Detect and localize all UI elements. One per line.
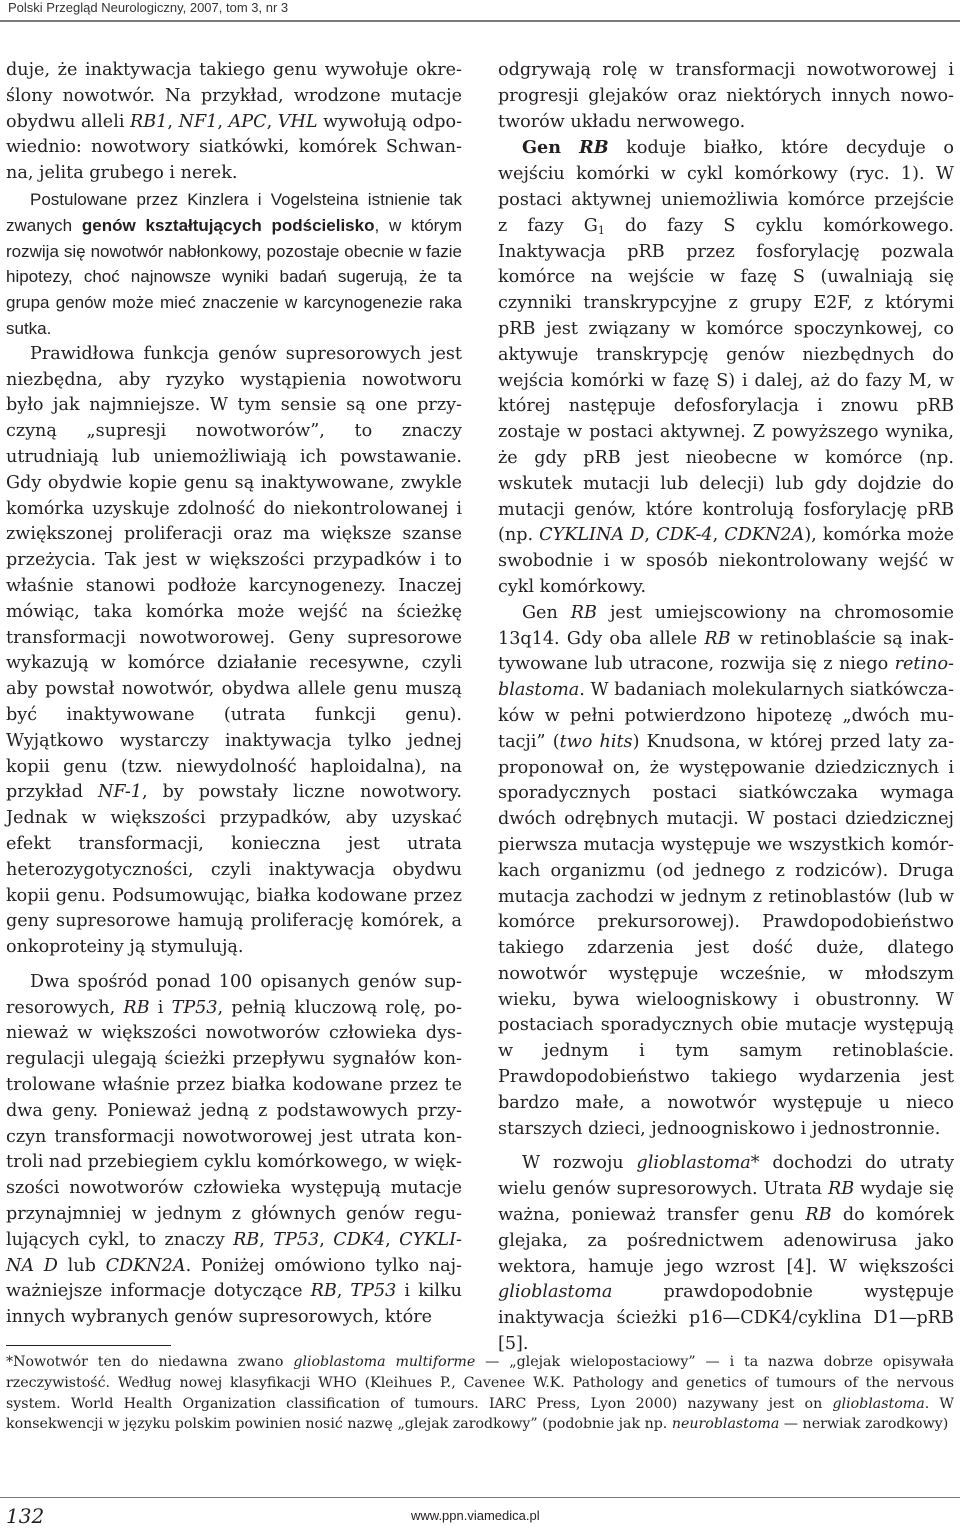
website-link[interactable]: www.ppn.viamedica.pl [411, 1508, 540, 1523]
footnote-rule [6, 1345, 171, 1346]
header-rule [0, 20, 960, 22]
footer-rule [0, 1497, 960, 1498]
paragraph: duje, że inaktywacja takiego genu wywołuje określony nowotwór. Na przykład, wrodzone mutacje obydwu alleli RB1, NF1, APC, VHL wywołują odpowiednio: nowotwory siatkówki, komórek Schwanna, jelita grubego i nerek. [6, 60, 463, 184]
footnote: *Nowotwór ten do niedawna zwano glioblastoma multiforme — „glejak wielopostaciowy” — i ta nazwa dobrze opisywała rzeczywistość. Według nowej klasyfikacji WHO (Kleihues P., Cavenee W.K. Pathology and genetics of tumours of the nervous system. World Health Organization classification of tumours. IARC Press, Lyon 2000) nazywany jest on glioblastoma. W konsekwencji w języku polskim powinien nosić nazwę „glejak zarodkowy” (podobnie jak np. neuroblastoma — nerwiak zarodkowy) [6, 1354, 954, 1433]
paragraph: Prawidłowa funkcja genów supresorowych jest niezbędna, aby ryzyko wystąpienia nowotworu było jak najmniejsze. W tym sensie są one przyczyną „supresji nowotworów”, to znaczy utrudniają lub uniemożliwiają ich powstawanie. Gdy obydwie kopie genu są inaktywowane, zwykle komórka uzyskuje zdolność do niekontrolowanej i zwiększonej proliferacji oraz ma większe szanse przeżycia. Tak jest w większości przypadków i to właśnie stanowi podłoże karcynogenezy. Inaczej mówiąc, taka komórka może wejść na ścieżkę transformacji nowotworowej. Geny supresorowe wykazują w komórce działanie recesywne, czyli aby powstał nowotwór, obydwa allele genu muszą być inaktywowane (utrata funkcji genu). Wyjątkowo wystarczy inaktywacja tylko jednej kopii genu (tzw. niewydolność haploidalna), na przykład NF-1, by powstały liczne nowotwory. Jednak w większości przypadków, aby uzyskać efekt transformacji, konieczna jest utrata heterozygotyczności, czyli inaktywacja obydwu kopii genu. Podsumowując, białka kodowane przez geny supresorowe hamują proliferację komórek, a onkoproteiny ją stymulują. [6, 343, 462, 958]
left-column [6, 58, 462, 1331]
paragraph: Dwa spośród ponad 100 opisanych genów supresorowych, RB i TP53, pełnią kluczową rolę, ponieważ w większości nowotworów człowieka dysregulacji ulegają ścieżki przepływu sygnałów kontrolowane właśnie przez białka kodowane przez te dwa geny. Ponieważ jedną z podstawowych przyczyn transformacji nowotworowej jest utrata kontroli nad przebiegiem cyklu komórkowego, w większości nowotworów człowieka występują mutacje przynajmniej w jednym z głównych genów regulujących cykl, to znaczy RB, TP53, CDK4, CYKLINA D lub CDKN2A. Poniżej omówiono tylko najważniejsze informacje dotyczące RB, TP53 i kilku innych wybranych genów supresorowych, które [6, 971, 462, 1328]
paragraph: Gen RB jest umiejscowiony na chromosomie 13q14. Gdy oba allele RB w retinoblaście są inaktywowane lub utracone, rozwija się z niego retinoblastoma. W badaniach molekularnych siatkówczaków w pełni potwierdzono hipotezę „dwóch mutacji” (two hits) Knudsona, w której przed laty zaproponował on, że występowanie dziedzicznych i sporadycznych postaci siatkówczaka wymaga dwóch odrębnych mutacji. W postaci dziedzicznej pierwsza mutacja występuje we wszystkich komórkach organizmu (od jednego z rodziców). Druga mutacja zachodzi w jednym z retinoblastów (lub w komórce prekursorowej). Prawdopodobieństwo takiego zdarzenia jest dość duże, dlatego nowotwór występuje wcześnie, w młodszym wieku, bywa wieloogniskowy i obustronny. W postaciach sporadycznych obie mutacje występują w jednym i tym samym retinoblaście. Prawdopodobieństwo takiego wydarzenia jest bardzo małe, a nowotwór występuje u nieco starszych dzieci, jednoogniskowo i jednostronnie. [498, 602, 955, 1139]
running-header [0, 0, 960, 20]
page-number: 132 [6, 1504, 45, 1528]
paragraph: Postulowane przez Kinzlera i Vogelsteina istnienie tak zwanych genów kształtujących podścielisko, w którym rozwija się nowotwór nabłonkowy, pozostaje obecnie w fazie hipotezy, choć najnowsze wyniki badań sugerują, że ta grupa genów może mieć znaczenie w karcynogenezie raka sutka. [6, 189, 462, 338]
journal-title: Polski Przegląd Neurologiczny, 2007, tom 3, nr 3 [8, 0, 289, 15]
right-column [498, 58, 954, 1358]
paragraph: W rozwoju glioblastoma* dochodzi do utraty wielu genów supresorowych. Utrata RB wydaje się ważna, ponieważ transfer genu RB do komórek glejaka, za pośrednictwem adenowirusa jako wektora, hamuje jego wzrost [4]. W większości glioblastoma prawdopodobnie występuje inaktywacja ścieżki p16—CDK4/cyklina D1—pRB [5]. [498, 1153, 955, 1355]
paragraph: Gen RB koduje białko, które decyduje o wejściu komórki w cykl komórkowy (ryc. 1). W postaci aktywnej uniemożliwia komórce przejście z fazy $G_1$ do fazy S cyklu komórkowego. Inaktywacja pRB przez fosforylację pozwala komórce na wejście w fazę S (uwalniają się czynniki transkrypcyjne z grupy E2F, z którymi pRB jest związany w komórce spoczynkowej, co aktywuje transkrypcję genów niezbędnych do wejścia komórki w fazę S) i dalej, aż do fazy M, w której następuje defosforylacja i znowu pRB zostaje w postaci aktywnej. Z powyższego wynika, że gdy pRB jest nieobecne w komórce (np. wskutek mutacji lub delecji) lub gdy dojdzie do mutacji genów, które kontrolują fosforylację pRB (np. CYKLINA D, CDK-4, CDKN2A), komórka może swobodnie i w sposób niekontrolowany wejść w cykl komórkowy. [498, 137, 955, 597]
paragraph: odgrywają rolę w transformacji nowotworowej i progresji glejaków oraz niektórych innych nowotworów układu nerwowego. [498, 60, 954, 132]
